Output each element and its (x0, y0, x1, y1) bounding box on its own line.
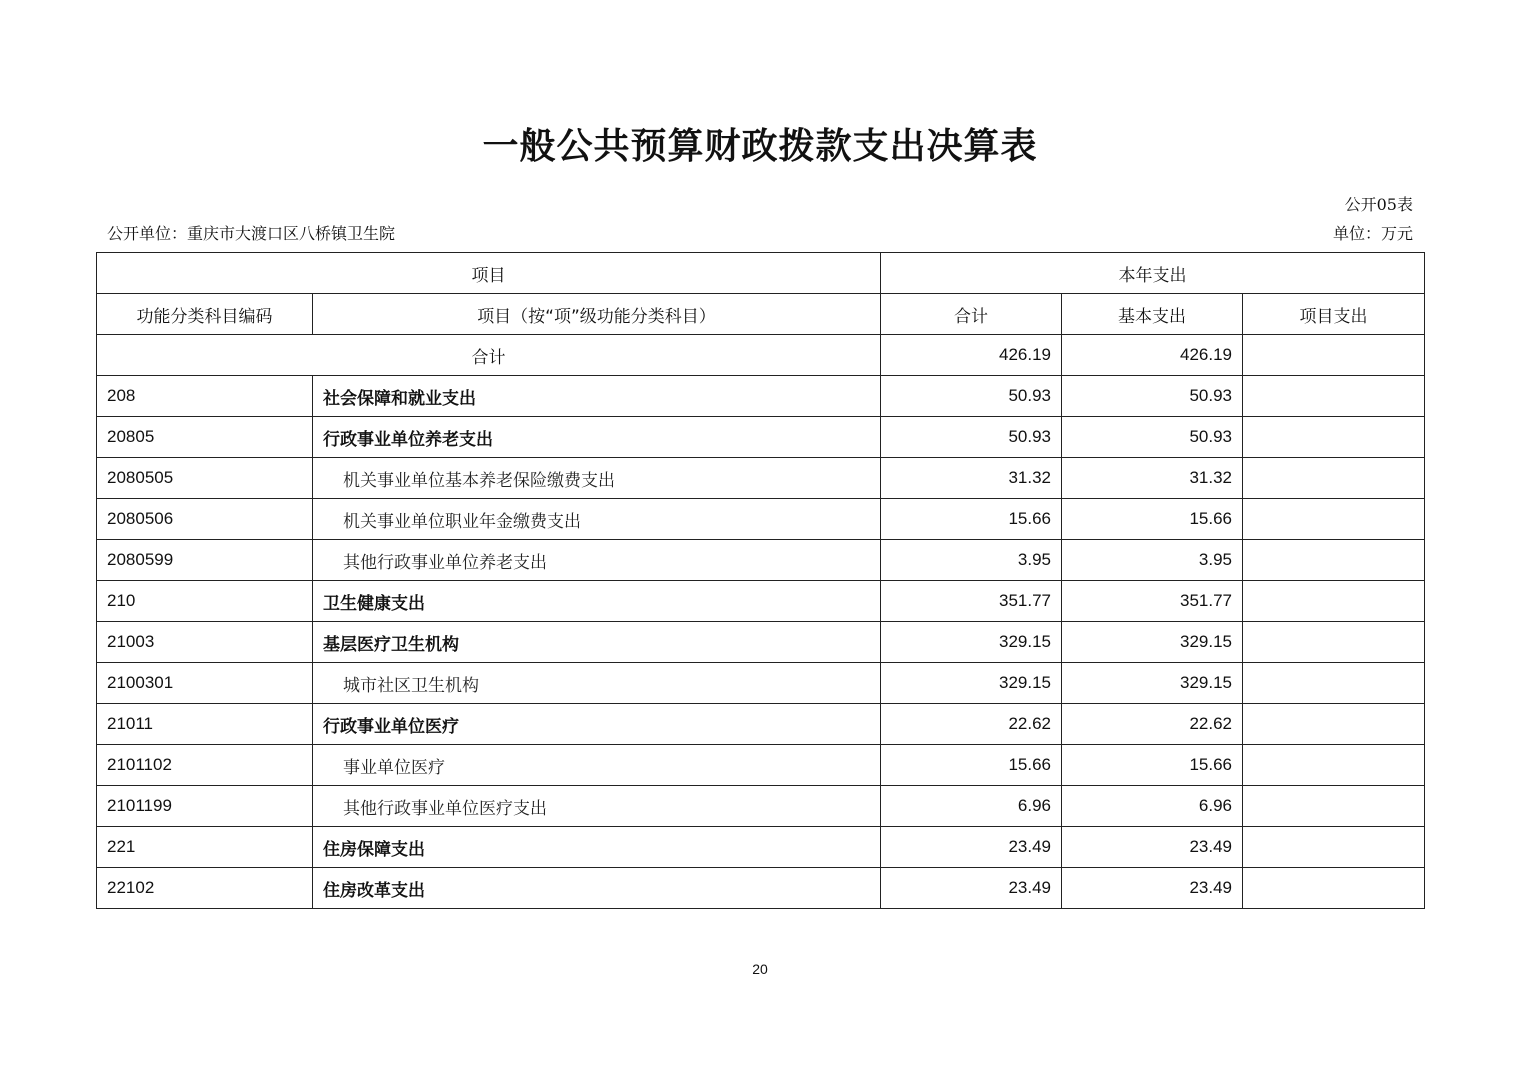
row-name: 其他行政事业单位养老支出 (313, 540, 881, 581)
row-name: 机关事业单位职业年金缴费支出 (313, 499, 881, 540)
row-project (1243, 745, 1425, 786)
total-amount: 426.19 (881, 335, 1062, 376)
row-code: 2100301 (97, 663, 313, 704)
table-row (97, 376, 1425, 417)
table-row (97, 458, 1425, 499)
row-total: 15.66 (881, 745, 1062, 786)
row-basic: 31.32 (1062, 458, 1243, 499)
row-total: 22.62 (881, 704, 1062, 745)
row-code: 2101102 (97, 745, 313, 786)
table-row (97, 868, 1425, 909)
row-name: 卫生健康支出 (313, 581, 881, 622)
header-row-bottom (97, 294, 1425, 335)
row-total: 3.95 (881, 540, 1062, 581)
row-basic: 329.15 (1062, 663, 1243, 704)
total-label: 合计 (97, 335, 881, 376)
row-total: 329.15 (881, 622, 1062, 663)
row-code: 21003 (97, 622, 313, 663)
reporting-unit: 公开单位：重庆市大渡口区八桥镇卫生院 (107, 224, 396, 243)
page-title: 一般公共预算财政拨款支出决算表 (482, 126, 1038, 167)
header-basic: 基本支出 (1062, 294, 1243, 335)
table-row (97, 745, 1425, 786)
header-name: 项目（按“项”级功能分类科目） (313, 294, 881, 335)
row-total: 351.77 (881, 581, 1062, 622)
table-row (97, 540, 1425, 581)
row-name: 其他行政事业单位医疗支出 (313, 786, 881, 827)
row-basic: 50.93 (1062, 417, 1243, 458)
form-number: 公开05表 (1344, 195, 1413, 214)
header-code: 功能分类科目编码 (97, 294, 313, 335)
row-total: 50.93 (881, 417, 1062, 458)
row-code: 210 (97, 581, 313, 622)
row-total: 23.49 (881, 827, 1062, 868)
table-row (97, 704, 1425, 745)
row-name: 住房改革支出 (313, 868, 881, 909)
row-basic: 351.77 (1062, 581, 1243, 622)
row-project (1243, 417, 1425, 458)
row-name: 基层医疗卫生机构 (313, 622, 881, 663)
row-basic: 50.93 (1062, 376, 1243, 417)
table-row (97, 663, 1425, 704)
row-project (1243, 581, 1425, 622)
header-total: 合计 (881, 294, 1062, 335)
row-total: 23.49 (881, 868, 1062, 909)
row-basic: 23.49 (1062, 827, 1243, 868)
total-row (97, 335, 1425, 376)
row-basic: 23.49 (1062, 868, 1243, 909)
row-project (1243, 622, 1425, 663)
row-code: 2080506 (97, 499, 313, 540)
table-row (97, 827, 1425, 868)
row-total: 15.66 (881, 499, 1062, 540)
row-total: 329.15 (881, 663, 1062, 704)
row-name: 行政事业单位医疗 (313, 704, 881, 745)
table-row (97, 622, 1425, 663)
row-project (1243, 786, 1425, 827)
header-item: 项目 (97, 253, 881, 294)
row-project (1243, 458, 1425, 499)
row-project (1243, 540, 1425, 581)
row-code: 221 (97, 827, 313, 868)
header-row-top (97, 253, 1425, 294)
row-project (1243, 704, 1425, 745)
row-code: 20805 (97, 417, 313, 458)
row-name: 住房保障支出 (313, 827, 881, 868)
money-unit: 单位：万元 (1332, 224, 1413, 243)
row-project (1243, 376, 1425, 417)
row-basic: 6.96 (1062, 786, 1243, 827)
page-number: 20 (752, 961, 768, 977)
total-project (1243, 335, 1425, 376)
table-row (97, 581, 1425, 622)
table-row (97, 499, 1425, 540)
row-basic: 15.66 (1062, 499, 1243, 540)
row-project (1243, 663, 1425, 704)
row-total: 6.96 (881, 786, 1062, 827)
row-code: 2080505 (97, 458, 313, 499)
total-basic: 426.19 (1062, 335, 1243, 376)
row-total: 50.93 (881, 376, 1062, 417)
row-basic: 329.15 (1062, 622, 1243, 663)
budget-table (96, 252, 1425, 909)
row-name: 城市社区卫生机构 (313, 663, 881, 704)
row-basic: 22.62 (1062, 704, 1243, 745)
row-project (1243, 499, 1425, 540)
row-name: 社会保障和就业支出 (313, 376, 881, 417)
row-basic: 15.66 (1062, 745, 1243, 786)
header-project: 项目支出 (1243, 294, 1425, 335)
row-project (1243, 827, 1425, 868)
row-name: 事业单位医疗 (313, 745, 881, 786)
row-name: 行政事业单位养老支出 (313, 417, 881, 458)
row-code: 21011 (97, 704, 313, 745)
table-row (97, 786, 1425, 827)
row-code: 208 (97, 376, 313, 417)
row-project (1243, 868, 1425, 909)
row-total: 31.32 (881, 458, 1062, 499)
table-row (97, 417, 1425, 458)
row-code: 22102 (97, 868, 313, 909)
row-basic: 3.95 (1062, 540, 1243, 581)
header-current-year: 本年支出 (881, 253, 1425, 294)
row-code: 2080599 (97, 540, 313, 581)
row-code: 2101199 (97, 786, 313, 827)
row-name: 机关事业单位基本养老保险缴费支出 (313, 458, 881, 499)
